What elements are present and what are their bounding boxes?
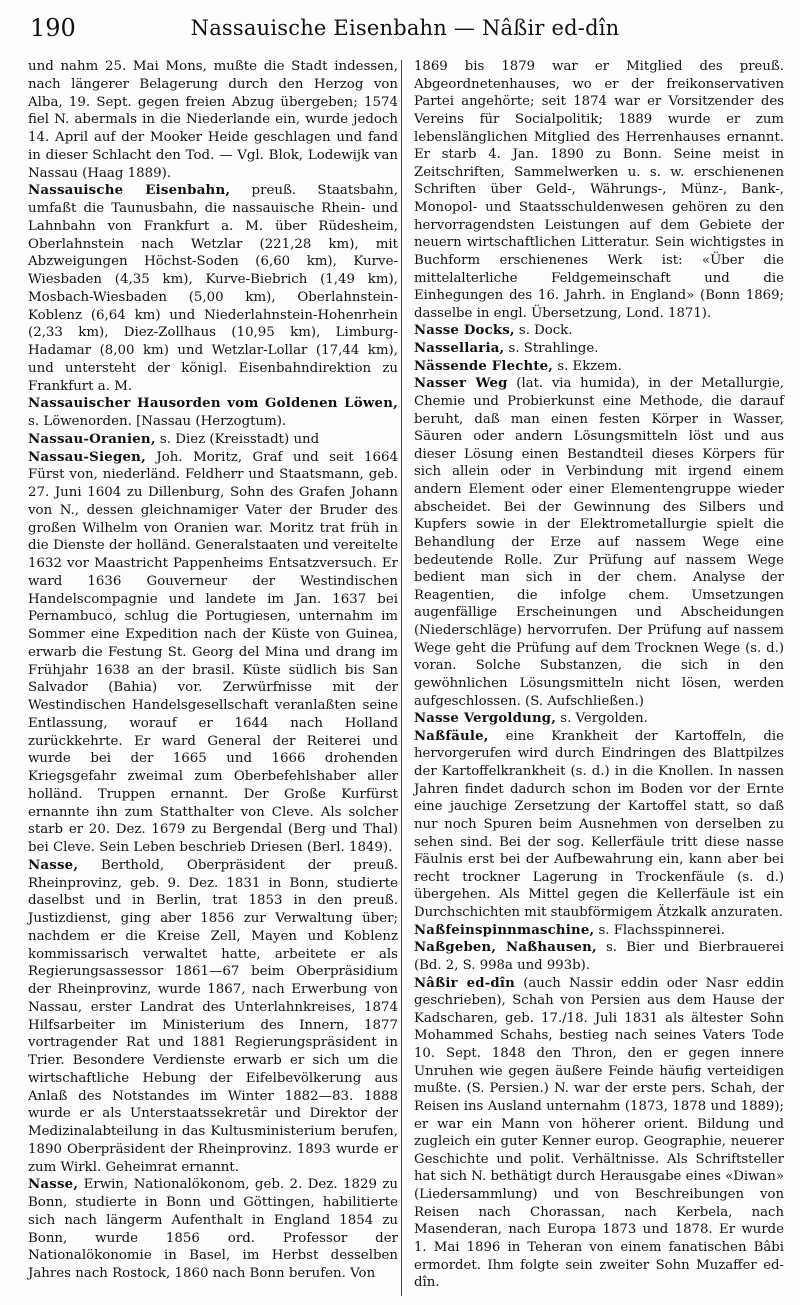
entry <box>28 182 398 395</box>
entry-text: s. Strahlinge. <box>504 341 599 356</box>
entry-headword: Nassauische Eisenbahn, <box>28 182 231 199</box>
entry-text: (lat. via humida), in der Metallurgie, Chemie und Probierkunst eine Methode, die darauf beruht, daß man einen festen Körper in Wasser, Säuren oder andern Lösungsmitteln löst und aus dieser Lösung einen Bestandteil dieses Körpers für sich allein oder in Verbindung mit irgend einem andern Element oder einer Elementengruppe wieder abscheidet. Bei der Gewinnung des Silbers und Kupfers sowie in der Elektrometallurgie spielt die Behandlung der Erze auf nassem Wege eine bedeutende Rolle. Zur Prüfung auf nassem Wege bedient man sich in der chem. Analyse der Reagentien, die infolge chem. Umsetzungen augenfällige Erscheinungen und Abscheidungen (Niederschläge) hervorrufen. Der Prüfung auf nassem Wege geht die Prüfung auf dem Trocknen Wege (s. d.) voran. Solche Substanzen, die sich in den gewöhnlichen Lösungsmitteln nicht lösen, werden aufgeschlossen. (S. Aufschließen.) <box>414 376 784 709</box>
entry <box>414 340 784 358</box>
entry-headword: Nassau-Oranien, <box>28 430 156 447</box>
entry-headword: Nassau-Siegen, <box>28 448 146 465</box>
entry-headword: Naßfeinspinnmaschine, <box>414 922 595 938</box>
entry-headword: Nasse Vergoldung, <box>414 711 557 727</box>
page-header <box>26 10 784 54</box>
entry <box>414 710 784 728</box>
entry-text: s. Löwenorden. [Nassau (Herzogtum). <box>28 414 287 429</box>
entry <box>28 857 398 1177</box>
entry <box>28 1176 398 1283</box>
entry-headword: Nasser Weg <box>414 376 508 392</box>
entry <box>414 375 784 710</box>
entry <box>28 431 398 449</box>
entry-text: s. Vergolden. <box>556 711 648 727</box>
column-divider <box>401 60 402 1296</box>
entry <box>414 939 784 974</box>
entry-text: Berthold, Oberpräsident der preuß. Rheinprovinz, geb. 9. Dez. 1831 in Bonn, studierte daselbst und in Berlin, trat 1853 in den preuß. Justizdienst, ging aber 1856 zur Verwaltung über; nachdem er die Kreise Zell, Mayen und Koblenz kommissarisch verwaltet hatte, arbeitete er als Regierungsassessor 1861—67 beim Oberpräsidium der Rheinprovinz, wurde 1867, nach Erwerbung von Nassau, erster Landrat des Unterlahnkreises, 1874 Hilfsarbeiter im Ministerium des Innern, 1877 vortragender Rat und 1881 Regierungspräsident in Trier. Besondere Verdienste erwarb er sich um die wirtschaftliche Hebung der Eifelbevölkerung aus Anlaß des Notstandes im Winter 1882—83. 1888 wurde er als Unterstaatssekretär und Direktor der Medizinalabteilung in das Kultusministerium berufen, 1890 Oberpräsident der Rheinprovinz. 1893 wurde er zum Wirkl. Geheimrat ernannt. <box>28 857 398 1175</box>
entry-headword: Nassauischer Hausorden vom Goldenen Löwen, <box>28 395 398 412</box>
entry <box>28 395 398 431</box>
entry-text: Erwin, Nationalökonom, geb. 2. Dez. 1829 zu Bonn, studierte in Bonn und Göttingen, habilitierte sich nach längerm Aufenthalt in England 1854 zu Bonn, wurde 1856 ord. Professor der Nationalökonomie in Basel, im Herbst desselben Jahres nach Rostock, 1860 nach Bonn berufen. Von <box>28 1177 398 1281</box>
entry-text: s. Flachsspinnerei. <box>594 922 725 938</box>
left-column <box>28 58 398 1283</box>
entry <box>414 728 784 922</box>
entry-headword: Nasse, <box>28 856 79 873</box>
entry-text: preuß. Staatsbahn, umfaßt die Taunusbahn, die nassauische Rhein- und Lahnbahn von Frankfurt a. M. über Rüdesheim, Oberlahnstein nach Wetzlar (221,28 km), mit Abzweigungen Höchst-Soden (6,60 km), Kurve-Wiesbaden (4,35 km), Kurve-Biebrich (1,49 km), Mosbach-Wiesbaden (5,00 km), Oberlahnstein-Koblenz (6,64 km) und Niederlahnstein-Hohenrhein (2,33 km), Diez-Zollhaus (10,95 km), Limburg-Hadamar (8,00 km) und Wetzlar-Lollar (17,44 km), und untersteht der königl. Eisenbahndirektion zu Frankfurt a. M. <box>28 183 398 394</box>
entry <box>414 975 784 1292</box>
entry-headword: Naßgeben, Naßhausen, <box>414 940 597 956</box>
entry-headword: Nâßir ed-dîn <box>414 975 515 991</box>
entry-text: s. Bier und Bierbrauerei (Bd. 2, S. 998a und 993b). <box>414 940 785 973</box>
entry <box>28 449 398 857</box>
entry-text: s. Diez (Kreisstadt) und <box>155 431 320 447</box>
entry-headword: Naßfäule, <box>414 728 489 744</box>
entry-headword: Nassellaria, <box>414 341 505 356</box>
entry <box>414 58 784 322</box>
entry-headword: Nasse, <box>28 1176 79 1193</box>
entry-text: 1869 bis 1879 war er Mitglied des preuß. Abgeordnetenhauses, wo er der freikonservativen Partei angehörte; seit 1874 war er Vorsitzender des Vereins für Socialpolitik; 1889 wurde er zum lebenslänglichen Mitglied des Herrenhauses ernannt. Er starb 4. Jan. 1890 zu Bonn. Seine meist in Zeitschriften, Sammelwerken u. s. w. erschienenen Schriften über Geld-, Währungs-, Münz-, Bank-, Monopol- und Staatsschuldenwesen gehören zu den hervorragendsten Leistungen auf dem Gebiete der neuern wirtschaftlichen Litteratur. Sein wichtigstes in Buchform erschienenes Werk ist: «Über die mittelalterliche Feldgemeinschaft und die Einhegungen des 16. Jahrh. in England» (Bonn 1869; dasselbe in engl. Übersetzung, Lond. 1871). <box>414 59 784 321</box>
entry-text: und nahm 25. Mai Mons, mußte die Stadt indessen, nach längerer Belagerung durch den Herzog von Alba, 19. Sept. gegen freien Abzug übergeben; 1574 fiel N. abermals in die Niederlande ein, wurde jedoch 14. April auf der Mooker Heide geschlagen und fand in dieser Schlacht den Tod. — Vgl. Blok, Lodewijk van Nassau (Haag 1889). <box>28 59 398 181</box>
entry-headword: Nässende Flechte, <box>414 358 554 374</box>
entry-text: s. Ekzem. <box>553 358 622 374</box>
entry-headword: Nasse Docks, <box>414 323 515 339</box>
entry-text: (auch Nassir eddin oder Nasr eddin geschrieben), Schah von Persien aus dem Hause der Kadscharen, geb. 17./18. Juli 1831 als ältester Sohn Mohammed Schahs, bestieg nach seines Vaters Tode 10. Sept. 1848 den Thron, den er gegen innere Unruhen wie gegen äußere Feinde häufig verteidigen mußte. (S. Persien.) N. war der erste pers. Schah, der Reisen ins Ausland unternahm (1873, 1878 und 1889); er war ein Mann von höherer orient. Bildung und zugleich ein guter Kenner europ. Geographie, neuerer Geschichte und polit. Verhältnisse. Als Schriftsteller hat sich N. bethätigt durch Herausgabe eines «Diwan» (Liedersammlung) und von Beschreibungen von Reisen nach Chorassan, nach Kerbela, nach Masenderan, nach Europa 1873 und 1878. Er wurde 1. Mai 1896 in Teheran von einem fanatischen Bâbi ermordet. Ihm folgte sein zweiter Sohn Muzaffer ed-dîn. <box>414 975 785 1291</box>
entry-text: eine Krankheit der Kartoffeln, die hervorgerufen wird durch Eindringen des Blattpilzes der Kartoffelkrankheit (s. d.) in die Knollen. In nassen Jahren findet dadurch schon im Boden vor der Ernte eine jauchige Zersetzung der Kartoffel statt, so daß nur noch Spuren beim Ausnehmen von derselben zu sehen sind. Bei der sog. Kellerfäule tritt diese nasse Fäulnis erst bei der Aufbewahrung ein, kann aber bei recht trockner Lagerung in Trockenfäule (s. d.) übergehen. Als Mittel gegen die Kellerfäule ist ein Durchschichten mit staubförmigem Ätzkalk anzuraten. <box>414 728 784 920</box>
entry-text: Joh. Moritz, Graf und seit 1664 Fürst von, niederländ. Feldherr und Staatsmann, geb. 27. Juni 1604 zu Dillenburg, Sohn des Grafen Johann von N., dessen gleichnamiger Vater der Bruder des großen Wilhelm von Oranien war. Moritz trat früh in die Dienste der holländ. Generalstaaten und vereitelte 1632 vor Maastricht Pappenheims Entsatzversuch. Er ward 1636 Gouverneur der Westindischen Handelscompagnie und landete im Jan. 1637 bei Pernambuco, schlug die Portugiesen, unternahm im Sommer eine Expedition nach der Küste von Guinea, erwarb die Festung St. Georg del Mina und drang im Frühjahr 1638 an der brasil. Küste südlich bis San Salvador (Bahia) vor. Zerwürfnisse mit der Westindischen Handelsgesellschaft veranlaßten seine Entlassung, worauf er 1644 nach Holland zurückkehrte. Er ward General der Reiterei und wurde bei der 1665 und 1666 drohenden Kriegsgefahr zweimal zum Oberbefehlshaber aller holländ. Truppen ernannt. Der Große Kurfürst ernannte ihn zum Statthalter von Cleve. Als solcher starb er 20. Dez. 1679 zu Bergendal (Berg und Thal) bei Cleve. Sein Leben beschrieb Driesen (Berl. 1849). <box>28 449 398 855</box>
entry <box>414 358 784 376</box>
entry <box>28 58 398 182</box>
entry-text: s. Dock. <box>514 323 573 339</box>
running-title: Nassauische Eisenbahn — Nâßir ed-dîn <box>190 16 620 40</box>
page-number: 190 <box>30 14 76 42</box>
right-column <box>414 58 784 1292</box>
entry <box>414 322 784 340</box>
entry <box>414 922 784 940</box>
